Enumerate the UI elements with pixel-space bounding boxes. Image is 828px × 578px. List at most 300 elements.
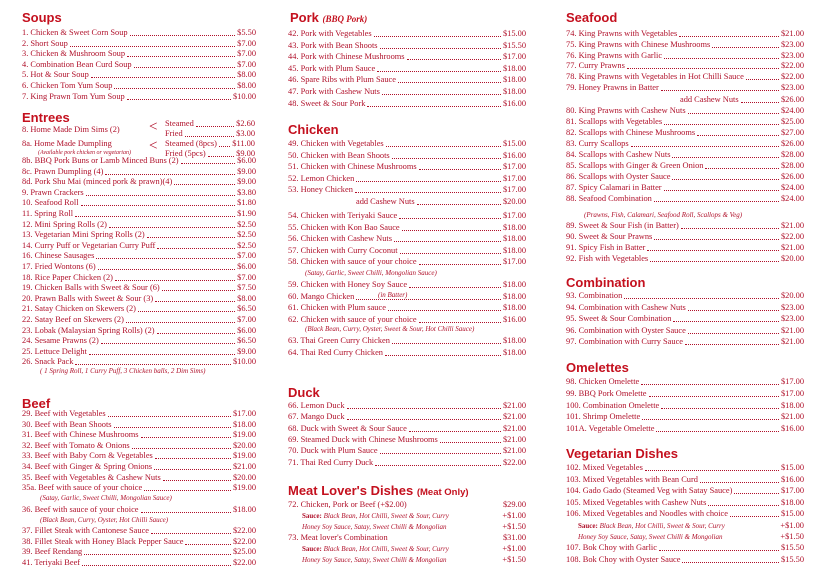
menu-item (22, 167, 256, 177)
menu-item-name: 99. BBQ Pork Omelette (566, 388, 647, 398)
menu-item-price: $17.00 (502, 52, 526, 62)
dot-leader (642, 419, 779, 420)
menu-item-name: 6. Chicken Tom Yum Soup (22, 81, 113, 90)
menu-item-name: 103. Mixed Vegetables with Bean Curd (566, 474, 698, 484)
dot-leader (654, 239, 779, 240)
menu-item-name: 14. Curry Puff or Vegetarian Curry Puff (22, 240, 156, 250)
menu-item-name: 101. Shrimp Omelette (566, 412, 641, 422)
dot-leader (402, 230, 501, 231)
dimsim-fried: Fried $3.00 (165, 129, 255, 138)
menu-item (288, 223, 526, 233)
menu-item-price: $18.00 (502, 75, 526, 85)
menu-item-price: $22.00 (780, 72, 804, 82)
dot-leader (98, 269, 236, 270)
menu-item-name: 78. King Prawns with Vegetables in Hot Chilli Sauce (566, 72, 744, 82)
dimsim-name: 8. Home Made Dim Sims (2) (22, 125, 120, 134)
menu-item-name: 96. Combination with Oyster Sauce (566, 325, 686, 335)
menu-item (288, 401, 526, 411)
menu-item-price: $19.00 (232, 451, 256, 461)
dot-leader (712, 47, 779, 48)
dot-leader (661, 408, 779, 409)
dot-leader (75, 216, 235, 217)
dumpling-steamed: Steamed (8pcs) $11.00 (165, 139, 255, 148)
menu-item (288, 348, 526, 358)
menu-item-name: 98. Chicken Omelette (566, 377, 640, 386)
menu-item-price: $17.00 (502, 257, 526, 266)
menu-item (22, 430, 256, 440)
menu-item-price: $18.00 (502, 222, 526, 232)
menu-item-name: 97. Combination with Curry Sauce (566, 337, 684, 347)
menu-item-name: 51. Chicken with Chinese Mushrooms (288, 162, 417, 171)
menu-item (566, 29, 804, 39)
menu-item (22, 409, 256, 419)
dot-leader (419, 264, 501, 265)
dot-leader (681, 228, 779, 229)
menu-item-price: $15.00 (780, 509, 804, 518)
dot-leader (627, 68, 779, 69)
menu-item-price: $19.00 (232, 483, 256, 493)
menu-item-price: $6.00 (237, 262, 256, 271)
menu-item-name: 12. Mini Spring Rolls (2) (22, 219, 107, 229)
menu-item-price: $8.00 (237, 70, 256, 80)
dot-leader (114, 88, 235, 89)
dot-leader (380, 48, 501, 49)
menu-item-name: 1. Chicken & Sweet Corn Soup (22, 28, 128, 37)
menu-item-price: $20.00 (780, 254, 804, 263)
menu-item-price: $10.00 (232, 91, 256, 101)
dot-leader (386, 146, 501, 147)
menu-item (566, 475, 804, 485)
pork-heading: Pork (BBQ Pork) (290, 10, 368, 25)
menu-item-price: $20.00 (232, 472, 256, 482)
menu-item-name: 36. Beef with sauce of your choice (22, 504, 139, 514)
menu-item-price: $22.00 (780, 61, 804, 71)
mango-note: (in Batter) (378, 291, 408, 299)
menu-item-price: $21.00 (232, 462, 256, 471)
menu-item (22, 241, 256, 251)
dot-leader (380, 453, 501, 454)
menu-item (288, 151, 526, 161)
dot-leader (114, 427, 231, 428)
menu-item-price: $18.00 (502, 303, 526, 312)
menu-item-name: 42. Pork with Vegetables (288, 29, 372, 38)
menu-item-price: $7.00 (237, 49, 256, 59)
menu-item-name: 79. Honey Prawns in Batter (566, 83, 659, 92)
menu-item (22, 462, 256, 472)
menu-item-price: $25.00 (780, 117, 804, 126)
menu-item (22, 92, 256, 102)
dot-leader (185, 544, 231, 545)
menu-item-price: $9.00 (237, 346, 256, 356)
menu-item-price: $20.00 (780, 291, 804, 300)
dot-leader (374, 36, 501, 37)
menu-item (22, 28, 256, 38)
dumpling-note: (Available pork chicken or vegetarian) (38, 150, 131, 156)
menu-item-name: 26. Snack Pack (22, 357, 74, 367)
menu-item-name: 86. Scallops with Oyster Sauce (566, 172, 671, 181)
menu-item-price: $20.00 (502, 197, 526, 206)
menu-item (22, 547, 256, 557)
menu-item-price: $18.00 (502, 63, 526, 73)
menu-item (22, 49, 256, 59)
menu-item (566, 326, 804, 336)
menu-item-price: $6.50 (237, 304, 256, 314)
dot-leader (151, 533, 231, 534)
menu-item-name: 32. Beef with Tomato & Onions (22, 440, 130, 450)
menu-item (288, 29, 526, 39)
dot-leader (654, 201, 779, 202)
menu-item (22, 315, 256, 325)
menu-item-price: $15.00 (502, 29, 526, 38)
dot-leader (115, 280, 235, 281)
menu-item (22, 451, 256, 461)
menu-item-price: $15.50 (780, 543, 804, 552)
menu-item-name: 88. Seafood Combination (566, 194, 652, 203)
menu-item (566, 543, 804, 553)
dot-leader (664, 190, 779, 191)
dot-leader (388, 310, 501, 311)
dot-leader (132, 448, 231, 449)
menu-item (566, 424, 804, 434)
menu-item (566, 314, 804, 324)
menu-item-price: $17.00 (502, 185, 526, 194)
menu-item-price: $18.00 (232, 504, 256, 514)
menu-item-name: 11. Spring Roll (22, 209, 74, 218)
chicken-heading: Chicken (288, 122, 339, 137)
dot-leader (708, 505, 779, 506)
dot-leader (664, 58, 779, 59)
menu-item-name: 54. Chicken with Teriyaki Sauce (288, 211, 398, 220)
dot-leader (382, 94, 501, 95)
menu-item-price: $22.00 (780, 232, 804, 241)
menu-item (288, 446, 526, 456)
menu-item-name: 69. Steamed Duck with Chinese Mushrooms (288, 434, 438, 444)
dot-leader (672, 179, 779, 180)
dot-leader (645, 470, 779, 471)
menu-item-name: 56. Chicken with Cashew Nuts (288, 234, 392, 243)
menu-item-price: $17.00 (232, 409, 256, 418)
menu-item (566, 412, 804, 422)
menu-item-name: 19. Chicken Balls with Sweet & Sour (6) (22, 283, 160, 293)
menu-item (566, 498, 804, 508)
menu-item-name: 39. Beef Rendang (22, 547, 83, 557)
menu-item (566, 51, 804, 61)
menu-item (288, 64, 526, 74)
menu-item-price: $24.00 (780, 194, 804, 203)
menu-item-name: 87. Spicy Calamari in Batter (566, 183, 662, 192)
dot-leader (181, 163, 236, 164)
menu-item-name: 43. Pork with Bean Shoots (288, 40, 378, 50)
menu-item-price: $21.00 (780, 325, 804, 335)
menu-item (566, 172, 804, 182)
menu-item-price: $22.00 (502, 457, 526, 467)
menu-item-name: 95. Sweet & Sour Combination (566, 314, 672, 324)
menu-item-name: 16. Chinese Sausages (22, 251, 95, 261)
menu-item-price: $7.50 (237, 283, 256, 293)
menu-item (22, 220, 256, 230)
menu-item-price: $18.00 (780, 497, 804, 507)
menu-item-name: 74. King Prawns with Vegetables (566, 29, 678, 38)
menu-item-price: $17.00 (780, 388, 804, 398)
menu-item-name: 108. Bok Choy with Oyster Sauce (566, 555, 681, 564)
menu-item-name: 85. Scallops with Ginger & Green Onion (566, 161, 704, 170)
menu-item-price: $16.00 (502, 314, 526, 324)
menu-item-name: 24. Sesame Prawns (2) (22, 336, 99, 346)
dot-leader (407, 59, 501, 60)
menu-item-name: 7. King Prawn Tom Yum Soup (22, 91, 125, 101)
dot-leader (130, 35, 236, 36)
menu-item-price: $18.00 (780, 400, 804, 410)
menu-item (288, 234, 526, 244)
menu-item-name: 10. Seafood Roll (22, 198, 79, 208)
menu-item-name: 31. Beef with Chinese Mushrooms (22, 430, 139, 440)
menu-item (288, 185, 526, 195)
dot-leader (624, 298, 779, 299)
menu-item-name: 8b. BBQ Pork Buns or Lamb Minced Buns (2) (22, 156, 179, 165)
chicken-sauce-note-2: (Black Bean, Curry, Oyster, Sweet & Sour, Hot Chilli Sauce) (305, 325, 475, 333)
dot-leader (398, 82, 501, 83)
menu-item (288, 162, 526, 172)
menu-item-name: 9. Prawn Crackers (22, 187, 84, 197)
dot-leader (377, 71, 501, 72)
menu-item (566, 117, 804, 127)
menu-item-price: $21.00 (780, 243, 804, 252)
menu-item-name: 68. Duck with Sweet & Sour Sauce (288, 423, 407, 433)
menu-item (22, 273, 256, 283)
dot-leader (75, 364, 231, 365)
dot-leader (367, 106, 501, 107)
menu-item-name: 90. Sweet & Sour Prawns (566, 232, 653, 241)
dot-leader (650, 261, 779, 262)
menu-item (680, 95, 804, 105)
menu-item (566, 509, 804, 519)
dot-leader (392, 158, 501, 159)
menu-item-price: $26.00 (780, 172, 804, 181)
menu-item (22, 347, 256, 357)
menu-item-name: 30. Beef with Bean Shoots (22, 419, 112, 429)
menu-item (22, 70, 256, 80)
dot-leader (70, 46, 235, 47)
menu-item-name: 52. Lemon Chicken (288, 173, 355, 183)
menu-item (566, 183, 804, 193)
menu-item-name: 106. Mixed Vegetables and Noodles with choice (566, 509, 728, 518)
menu-item-price: $18.00 (502, 336, 526, 345)
menu-item-name: 35. Beef with Vegetables & Cashew Nuts (22, 472, 161, 482)
menu-item (22, 177, 256, 187)
dot-leader (347, 419, 501, 420)
menu-item-price: $22.00 (232, 536, 256, 546)
menu-item (288, 52, 526, 62)
menu-item-name: 8c. Prawn Dumpling (4) (22, 166, 104, 176)
menu-item (566, 139, 804, 149)
menu-item (566, 401, 804, 411)
dot-leader (134, 67, 236, 68)
dot-leader (697, 135, 779, 136)
menu-item-price: $24.00 (780, 183, 804, 192)
menu-item-name: 93. Combination (566, 291, 623, 300)
menu-item-name: 13. Vegetarian Mini Spring Rolls (2) (22, 230, 145, 240)
entrees-heading: Entrees (22, 110, 70, 125)
menu-item (356, 197, 526, 207)
meat-item-73: 73. Meat lover's Combination $31.00 (288, 533, 526, 542)
menu-item-price: $21.00 (502, 446, 526, 456)
dot-leader (138, 311, 235, 312)
menu-item-price: $22.00 (232, 557, 256, 567)
menu-item (288, 315, 526, 325)
menu-item-price: $10.00 (232, 357, 256, 367)
brace-icon: < (149, 119, 158, 135)
menu-item-name: 70. Duck with Plum Sauce (288, 446, 378, 456)
menu-item (566, 72, 804, 82)
menu-item (22, 188, 256, 198)
menu-item-price: $16.00 (780, 424, 804, 434)
menu-item-price: $17.00 (502, 173, 526, 183)
dot-leader (685, 344, 779, 345)
dot-leader (409, 431, 501, 432)
menu-item-name: 46. Spare Ribs with Plum Sauce (288, 75, 396, 85)
menu-item-name: 92. Fish with Vegetables (566, 254, 649, 263)
dot-leader (672, 157, 779, 158)
dot-leader (647, 250, 779, 251)
menu-item-name: 58. Chicken with sauce of your choice (288, 257, 417, 266)
menu-item (566, 194, 804, 204)
menu-item-name: 38. Fillet Steak with Honey Black Pepper Sauce (22, 536, 184, 546)
menu-item-price: $6.50 (237, 336, 256, 346)
menu-item (288, 303, 526, 313)
meat-sauce-2b: Honey Soy Sauce, Satay, Sweet Chilli & Mongolian +$1.50 (302, 555, 526, 564)
dot-leader (375, 465, 501, 466)
menu-item-price: $18.00 (502, 234, 526, 243)
menu-item-price: $9.00 (237, 166, 256, 176)
menu-item-name: 81. Scallops with Vegetables (566, 117, 663, 126)
dot-leader (631, 146, 779, 147)
menu-item-name: 17. Fried Wontons (6) (22, 262, 96, 271)
menu-item-price: $21.00 (502, 423, 526, 433)
menu-item-name: 2. Short Soup (22, 38, 68, 48)
menu-item-price: $19.00 (232, 430, 256, 440)
menu-item-price: $18.00 (502, 280, 526, 289)
menu-item (288, 174, 526, 184)
dot-leader (734, 493, 779, 494)
menu-item (22, 60, 256, 70)
menu-item-price: $1.80 (237, 198, 256, 208)
menu-item-name: 63. Thai Green Curry Chicken (288, 336, 390, 345)
dot-leader (659, 550, 779, 551)
menu-item (22, 526, 256, 536)
menu-item (288, 211, 526, 221)
dot-leader (82, 565, 231, 566)
menu-item-name: 45. Pork with Plum Sauce (288, 63, 376, 73)
menu-item-price: $26.00 (780, 95, 804, 104)
menu-item-price: $21.00 (502, 434, 526, 444)
dot-leader (84, 554, 231, 555)
menu-item (22, 251, 256, 261)
menu-item-price: $26.00 (780, 139, 804, 148)
menu-item-name: 8d. Pork Shu Mai (minced pork & prawn)(4) (22, 177, 173, 187)
dot-leader (154, 469, 231, 470)
seafood-heading: Seafood (566, 10, 618, 25)
menu-item (22, 326, 256, 336)
meat-sauce-2a: Sauce: Black Bean, Hot Chilli, Sweet & Sour, Curry +$1.00 (302, 544, 526, 553)
menu-item-name: 3. Chicken & Mushroom Soup (22, 49, 126, 59)
menu-item-price: $27.00 (780, 128, 804, 137)
menu-item-price: $21.00 (780, 29, 804, 38)
dot-leader (105, 174, 235, 175)
dot-leader (81, 205, 236, 206)
dot-leader (147, 237, 235, 238)
dot-leader (679, 36, 779, 37)
menu-item-price: $16.00 (502, 150, 526, 160)
menu-item-price: $16.00 (780, 474, 804, 484)
menu-item-price: $21.00 (780, 412, 804, 422)
menu-item (288, 412, 526, 422)
menu-item (22, 198, 256, 208)
menu-item-name: 101A. Vegetable Omelette (566, 424, 655, 434)
dot-leader (155, 458, 231, 459)
menu-item-price: $6.00 (237, 156, 256, 165)
menu-item-name: 47. Pork with Cashew Nuts (288, 87, 380, 96)
menu-item-name: 89. Sweet & Sour Fish (in Batter) (566, 221, 679, 230)
menu-item-name: 77. Curry Prawns (566, 61, 625, 71)
menu-item (22, 294, 256, 304)
menu-item-name: 60. Mango Chicken (288, 291, 355, 301)
menu-item-price: $23.00 (780, 314, 804, 324)
menu-item (566, 463, 804, 473)
menu-item-price: $18.00 (502, 245, 526, 255)
dot-leader (419, 169, 501, 170)
menu-item (566, 83, 804, 93)
menu-item-price: $2.50 (237, 230, 256, 240)
menu-item (566, 377, 804, 387)
menu-item-price: $15.50 (502, 40, 526, 50)
menu-item-price: $17.00 (780, 486, 804, 495)
menu-item-price: $23.00 (780, 83, 804, 92)
menu-item-price: $16.00 (502, 98, 526, 108)
meat-item-72: 72. Chicken, Pork or Beef (+$2.00) $29.00 (288, 500, 526, 509)
dot-leader (730, 516, 779, 517)
menu-item (22, 304, 256, 314)
menu-item-price: $23.00 (780, 39, 804, 49)
menu-item (288, 435, 526, 445)
menu-item (288, 139, 526, 149)
menu-item (566, 61, 804, 71)
dot-leader (688, 310, 779, 311)
menu-item (566, 254, 804, 264)
dot-leader (108, 416, 231, 417)
menu-item (22, 357, 256, 367)
menu-item-name: 48. Sweet & Sour Pork (288, 98, 366, 108)
beef-heading: Beef (22, 396, 51, 411)
menu-item (288, 336, 526, 346)
menu-item-name: 5. Hot & Sour Soup (22, 70, 89, 80)
dot-leader (127, 56, 235, 57)
dot-leader (641, 384, 779, 385)
menu-item-price: $15.00 (780, 463, 804, 472)
menu-item-name: 82. Scallops with Chinese Mushrooms (566, 128, 696, 137)
meat-sauce-1a: Sauce: Black Bean, Hot Chilli, Sweet & Sour, Curry +$1.00 (302, 511, 526, 520)
menu-item (22, 336, 256, 346)
dumpling-name: 8a. Home Made Dumpling (22, 139, 112, 148)
dot-leader (155, 301, 235, 302)
chicken-sauce-note-1: (Satay, Garlic, Sweet Chilli, Mongolian Sauce) (305, 269, 437, 277)
dumpling-fried: Fried (5pcs) $9.00 (165, 149, 255, 158)
omelettes-heading: Omelettes (566, 360, 629, 375)
menu-item (288, 458, 526, 468)
dot-leader (746, 79, 779, 80)
dot-leader (394, 241, 501, 242)
menu-item-name: 64. Thai Red Curry Chicken (288, 348, 383, 357)
dot-leader (392, 343, 501, 344)
